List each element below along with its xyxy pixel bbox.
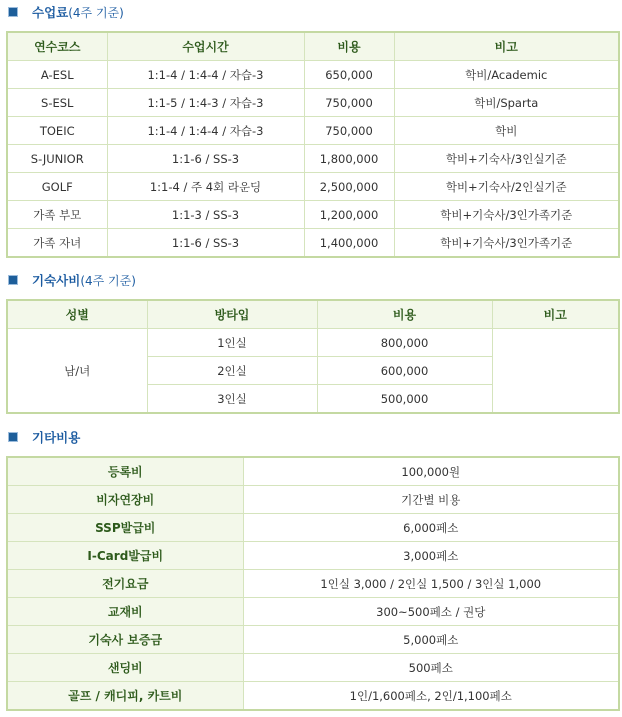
fee-value: 기간별 비용 (243, 486, 619, 514)
table-cell: 1:1-4 / 1:4-4 / 자습-3 (107, 61, 304, 89)
table-row (7, 61, 619, 89)
tuition-section-title (8, 3, 124, 21)
table-cell: GOLF (7, 173, 107, 201)
table-cell: 1:1-4 / 1:4-4 / 자습-3 (107, 117, 304, 145)
table-row (7, 542, 619, 570)
fee-value: 500페소 (243, 654, 619, 682)
table-cell: 600,000 (317, 357, 492, 385)
fee-label: 교재비 (7, 598, 243, 626)
table-cell: 가족 자녀 (7, 229, 107, 258)
fee-label: 골프 / 캐디피, 카트비 (7, 682, 243, 711)
table-row (7, 514, 619, 542)
tuition-table (6, 31, 620, 258)
table-cell: 학비+기숙사/3인가족기준 (394, 229, 619, 258)
table-cell: 학비+기숙사/3인실기준 (394, 145, 619, 173)
fee-value: 3,000페소 (243, 542, 619, 570)
bullet-square-icon (8, 432, 18, 442)
table-row (7, 89, 619, 117)
table-cell: 3인실 (147, 385, 317, 414)
tuition-header-row (7, 32, 619, 61)
table-cell: 1:1-6 / SS-3 (107, 229, 304, 258)
table-row (7, 145, 619, 173)
table-cell: 1:1-4 / 주 4회 라운딩 (107, 173, 304, 201)
fee-label: 기숙사 보증금 (7, 626, 243, 654)
table-cell: 1인실 (147, 329, 317, 357)
other-section-title (8, 428, 80, 446)
table-cell: 학비+기숙사/2인실기준 (394, 173, 619, 201)
table-row (7, 486, 619, 514)
table-cell: 1,800,000 (304, 145, 394, 173)
table-cell: TOEIC (7, 117, 107, 145)
table-row (7, 626, 619, 654)
table-cell: 750,000 (304, 117, 394, 145)
table-row (7, 598, 619, 626)
column-header: 연수코스 (7, 32, 107, 61)
tuition-subtitle: (4주 기준) (68, 5, 124, 20)
table-row (7, 654, 619, 682)
fee-value: 6,000페소 (243, 514, 619, 542)
dorm-subtitle: (4주 기준) (80, 273, 136, 288)
table-row (7, 117, 619, 145)
fee-label: 전기요금 (7, 570, 243, 598)
table-cell: 학비 (394, 117, 619, 145)
table-cell: 가족 부모 (7, 201, 107, 229)
column-header: 방타입 (147, 300, 317, 329)
dorm-section-title (8, 271, 136, 289)
table-cell: 1:1-5 / 1:4-3 / 자습-3 (107, 89, 304, 117)
gender-cell: 남/녀 (7, 329, 147, 414)
table-cell: 750,000 (304, 89, 394, 117)
column-header: 성별 (7, 300, 147, 329)
bullet-square-icon (8, 275, 18, 285)
table-cell: 800,000 (317, 329, 492, 357)
table-cell: S-ESL (7, 89, 107, 117)
fee-label: I-Card발급비 (7, 542, 243, 570)
fee-label: SSP발급비 (7, 514, 243, 542)
dorm-table (6, 299, 620, 414)
table-row (7, 570, 619, 598)
table-cell: 1:1-3 / SS-3 (107, 201, 304, 229)
dorm-title: 기숙사비 (32, 273, 81, 288)
table-row (7, 682, 619, 711)
table-cell: 학비+기숙사/3인가족기준 (394, 201, 619, 229)
table-cell: A-ESL (7, 61, 107, 89)
fee-label: 등록비 (7, 457, 243, 486)
fee-value: 100,000원 (243, 457, 619, 486)
fee-value: 300~500페소 / 권당 (243, 598, 619, 626)
table-cell: 1,200,000 (304, 201, 394, 229)
fee-value: 1인실 3,000 / 2인실 1,500 / 3인실 1,000 (243, 570, 619, 598)
other-title: 기타비용 (32, 430, 81, 445)
fee-value: 1인/1,600페소, 2인/1,100페소 (243, 682, 619, 711)
table-cell: S-JUNIOR (7, 145, 107, 173)
column-header: 비용 (317, 300, 492, 329)
table-row (7, 229, 619, 258)
tuition-title: 수업료 (32, 5, 69, 20)
table-row (7, 201, 619, 229)
table-cell: 학비/Academic (394, 61, 619, 89)
table-cell: 1:1-6 / SS-3 (107, 145, 304, 173)
table-row (7, 173, 619, 201)
table-cell: 500,000 (317, 385, 492, 414)
table-cell: 2인실 (147, 357, 317, 385)
column-header: 비고 (492, 300, 619, 329)
table-row (7, 457, 619, 486)
dorm-header-row (7, 300, 619, 329)
bullet-square-icon (8, 7, 18, 17)
fee-value: 5,000페소 (243, 626, 619, 654)
table-cell: 650,000 (304, 61, 394, 89)
fee-label: 비자연장비 (7, 486, 243, 514)
column-header: 수업시간 (107, 32, 304, 61)
column-header: 비용 (304, 32, 394, 61)
table-cell: 학비/Sparta (394, 89, 619, 117)
table-cell: 2,500,000 (304, 173, 394, 201)
note-cell (492, 329, 619, 414)
fee-label: 샌딩비 (7, 654, 243, 682)
table-cell: 1,400,000 (304, 229, 394, 258)
table-row (7, 329, 619, 357)
column-header: 비고 (394, 32, 619, 61)
other-fees-table (6, 456, 620, 711)
